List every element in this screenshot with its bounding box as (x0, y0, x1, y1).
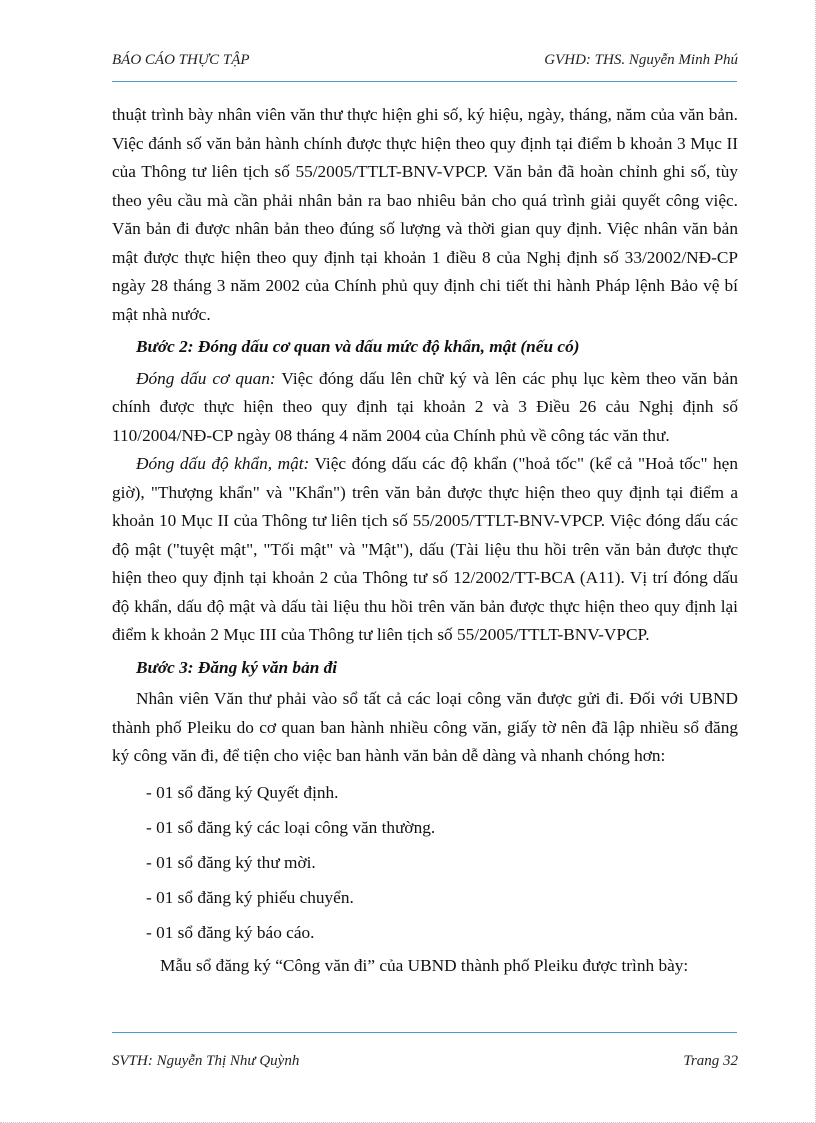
header-advisor: GVHD: THS. Nguyễn Minh Phú (544, 52, 738, 68)
paragraph-1: thuật trình bày nhân viên văn thư thực hiện ghi số, ký hiệu, ngày, tháng, năm của văn bản. Việc đánh số văn bản hành chính được thực hiện theo quy định tại điểm b khoản 3 Mục II của Thông tư liên tịch số 55/2005/TTLT-BNV-VPCP. Văn bản đã hoàn chỉnh ghi số, tùy theo yêu cầu mà cần phải nhân bản ra bao nhiêu bản cho quá trình giải quyết công việc. Văn bản đi được nhân bản theo đúng số lượng và thời gian quy định. Việc nhân văn bản mật được thực hiện theo quy định tại khoản 1 điều 8 của Nghị định số 33/2002/NĐ-CP ngày 28 tháng 3 năm 2002 của Chính phủ quy định chi tiết thi hành Pháp lệnh Bảo vệ bí mật nhà nước. (112, 105, 738, 324)
paragraph-4: Nhân viên Văn thư phải vào sổ tất cả các loại công văn được gửi đi. Đối với UBND thành phố Pleiku do cơ quan ban hành nhiều công văn, giấy tờ nên đã lập nhiều sổ đăng ký công văn đi, để tiện cho việc ban hành văn bản dễ dàng và nhanh chóng hơn: (112, 689, 738, 765)
step-3-heading: Bước 3: Đăng ký văn bản đi (136, 657, 338, 677)
footer-author: SVTH: Nguyễn Thị Như Quỳnh (112, 1053, 300, 1069)
list-item: - 01 sổ đăng ký các loại công văn thường. (146, 817, 436, 837)
paragraph-2-lead: Đóng dấu cơ quan: (136, 368, 276, 388)
footer-divider (112, 1032, 737, 1033)
paragraph-3 (112, 450, 738, 650)
list-item: - 01 sổ đăng ký phiếu chuyển. (146, 887, 354, 907)
page-body (112, 101, 738, 980)
page-header (112, 52, 738, 69)
closing-paragraph: Mẫu sổ đăng ký “Công văn đi” của UBND thành phố Pleiku được trình bày: (160, 955, 689, 975)
header-divider (112, 81, 737, 82)
step-2-heading: Bước 2: Đóng dấu cơ quan và dấu mức độ khẩn, mật (nếu có) (136, 337, 580, 356)
page-footer (112, 1053, 738, 1070)
paragraph-3-lead: Đóng dấu độ khẩn, mật: (136, 454, 310, 473)
page-number: Trang 32 (683, 1053, 738, 1069)
header-report-title: BÁO CÁO THỰC TẬP (112, 52, 250, 68)
list-item: - 01 sổ đăng ký báo cáo. (146, 922, 315, 942)
paragraph-2 (112, 365, 738, 451)
list-item: - 01 sổ đăng ký Quyết định. (146, 782, 339, 802)
list-item: - 01 sổ đăng ký thư mời. (146, 852, 316, 872)
paragraph-3-text: Việc đóng dấu các độ khẩn ("hoả tốc" (kể cả "Hoả tốc" hẹn giờ), "Thượng khẩn" và "Khẩn") trên văn bản được thực hiện theo quy định tại điểm a khoản 10 Mục II của Thông tư liên tịch số 55/2005/TTLT-BNV-VPCP. Việc đóng dấu các độ mật ("tuyệt mật", "Tối mật" và "Mật"), dấu (Tài liệu thu hồi trên văn bản được thực hiện theo quy định tại khoản 2 của Thông tư số 12/2002/TT-BCA (A11). Vị trí đóng dấu độ khẩn, dấu độ mật và dấu tài liệu thu hồi trên văn bản được thực hiện theo quy định lại điểm k khoản 2 Mục III của Thông tư liên tịch số 55/2005/TTLT-BNV-VPCP. (112, 454, 738, 644)
paragraph-2-text: Việc đóng dấu lên chữ ký và lên các phụ lục kèm theo văn bản chính được thực hiện theo quy định tại khoản 2 và 3 Điều 26 cảu Nghị định số 110/2004/NĐ-CP ngày 08 tháng 4 năm 2004 của Chính phủ về công tác văn thư. (112, 368, 738, 445)
register-book-list (112, 775, 738, 950)
